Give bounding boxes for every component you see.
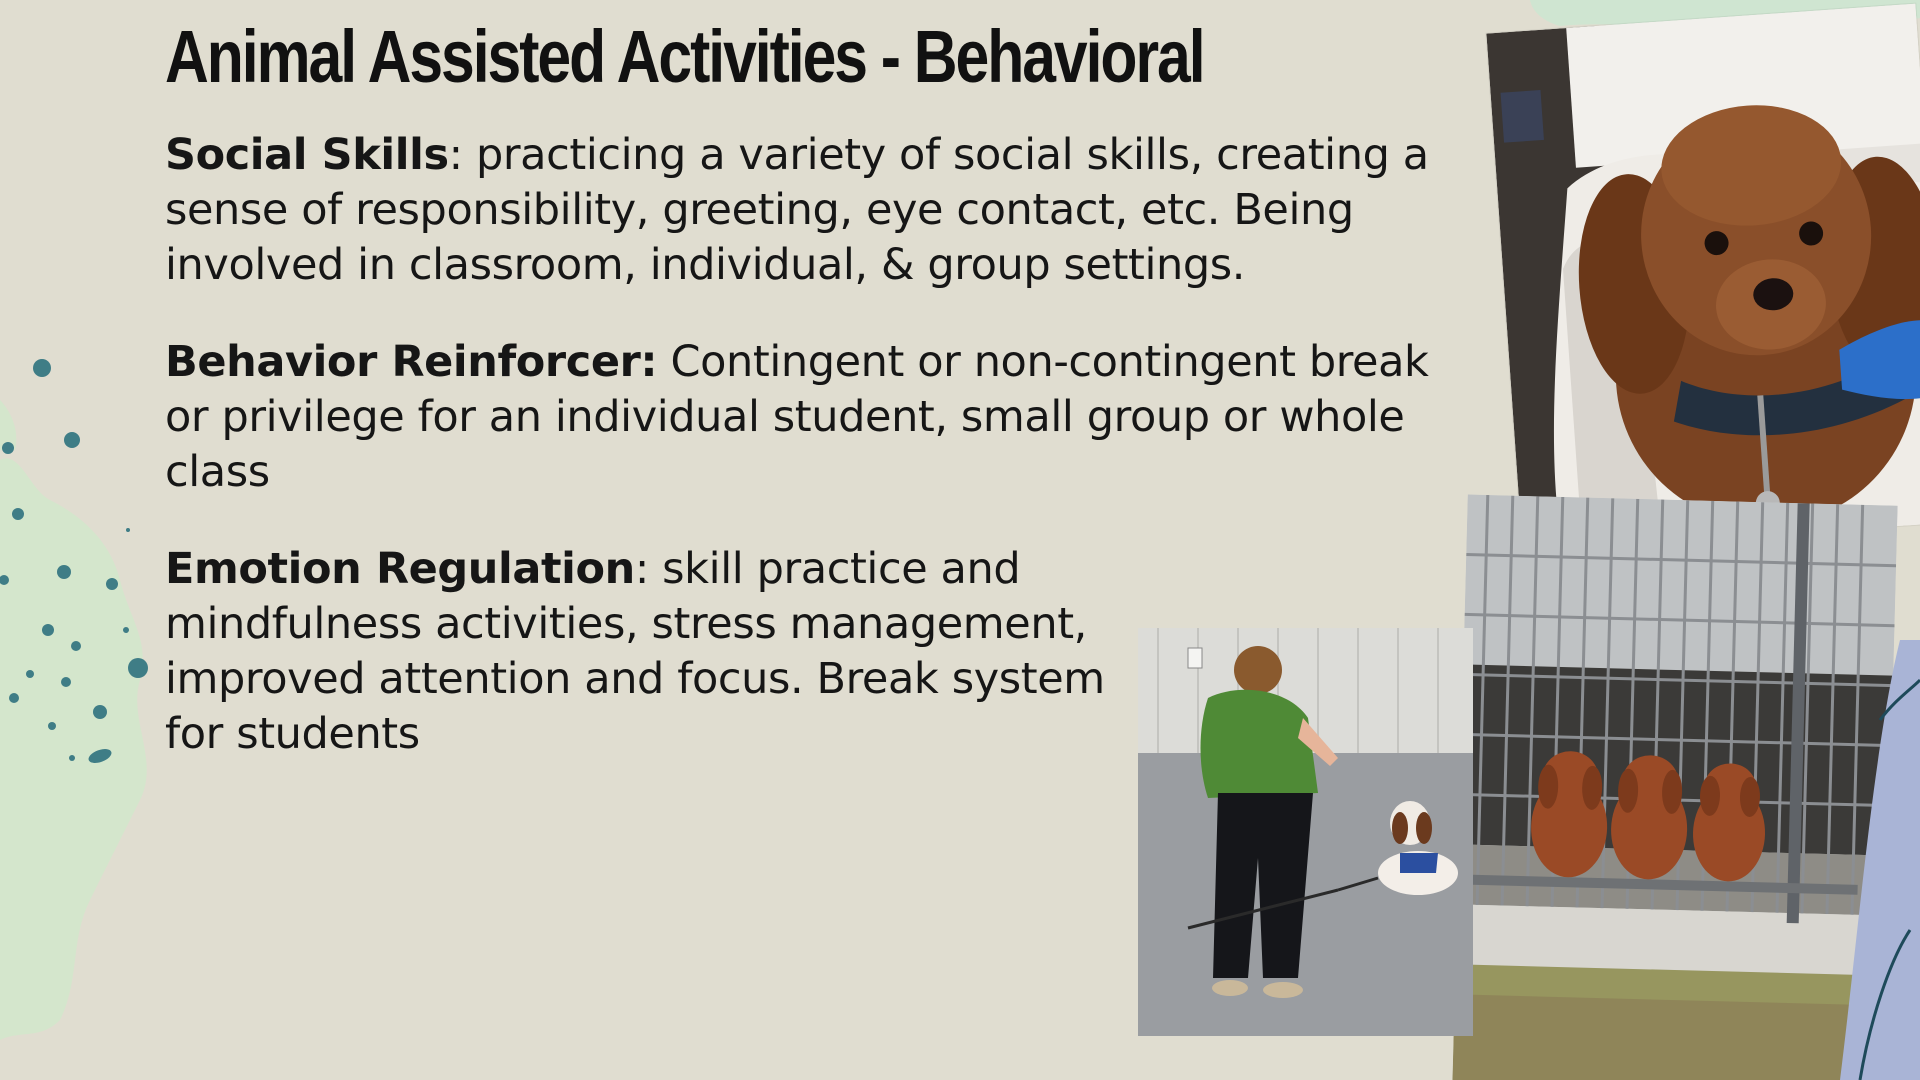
- behavior-reinforcer-text: Contingent or non-contingent break or privilege for an individual student, small group or whole class: [165, 337, 1429, 497]
- poodle-portrait-photo: [1486, 4, 1920, 553]
- behavior-reinforcer-paragraph: [165, 335, 1455, 500]
- social-skills-text: : practicing a variety of social skills, creating a sense of responsibility, greeting, eye contact, etc. Being involved in classroom, individual, & group settings.: [165, 130, 1429, 290]
- slide-title: Animal Assisted Activities - Behavioral: [165, 15, 1204, 98]
- emotion-regulation-text: : skill practice and mindfulness activities, stress management, improved attention and focus. Break system for students: [165, 544, 1105, 759]
- behavior-reinforcer-heading: Behavior Reinforcer:: [165, 337, 658, 387]
- social-skills-paragraph: [165, 128, 1455, 293]
- social-skills-heading: Social Skills: [165, 130, 449, 180]
- kennel-puppies-photo: [1452, 494, 1897, 1080]
- partial-edge-image: [1840, 640, 1920, 1080]
- emotion-regulation-heading: Emotion Regulation: [165, 544, 635, 594]
- trainer-with-dog-photo: [1138, 628, 1473, 1036]
- emotion-regulation-paragraph: [165, 542, 1145, 762]
- watercolor-splash-decoration: [0, 340, 180, 1040]
